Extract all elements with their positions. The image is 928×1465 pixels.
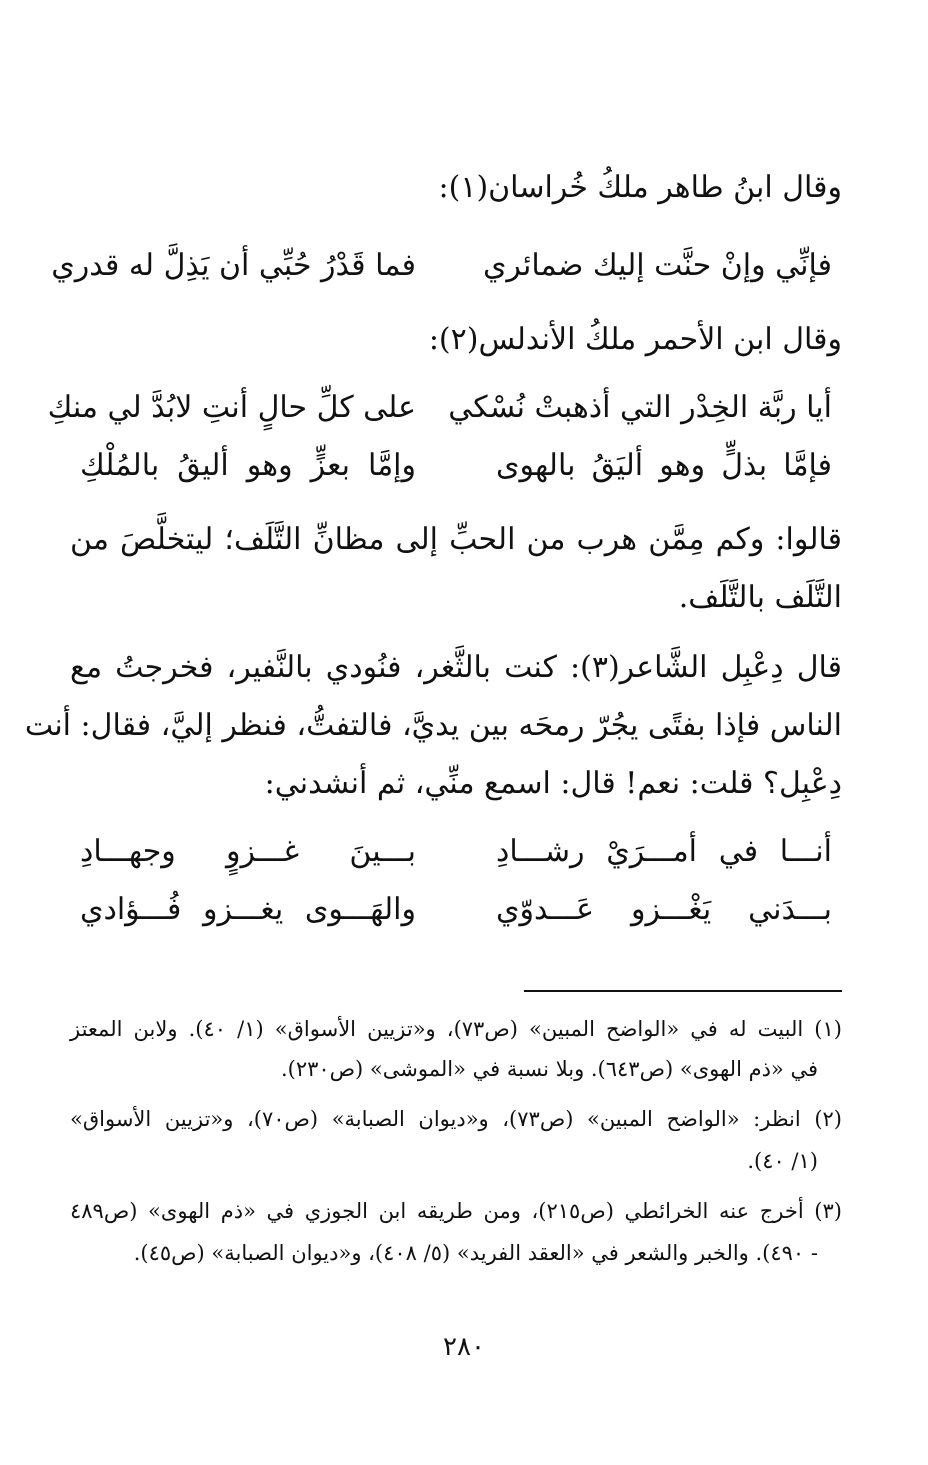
footnote-1-line-1: (١) البيت له في «الواضح المبين» (ص٧٣)، و«تزيين الأسواق» (١/ ٤٠). ولابن المعتز: [70, 1017, 842, 1041]
footnote-2-line-1: (٢) انظر: «الواضح المبين» (ص٧٣)، و«ديوان الصبابة» (ص٧٠)، و«تزيين الأسواق»: [70, 1107, 842, 1131]
footnote-3-line-1: (٣) أخرج عنه الخرائطي (ص٢١٥)، ومن طريقه ابن الجوزي في «ذم الهوى» (ص٤٨٩: [70, 1199, 842, 1223]
verse-5-second-hemistich: والهَـــوى يغـــزو فُـــؤادي: [80, 892, 416, 927]
verse-3-second-hemistich: وإمَّا بعزٍّ وهو أليقُ بالمُلْكِ: [80, 448, 416, 483]
footnote-3-line-2: - ٤٩٠). والخبر والشعر في «العقد الفريد» (٥/ ٤٠٨)، و«ديوان الصبابة» (ص٤٥).: [133, 1241, 818, 1265]
verse-4-first-hemistich: أنـــا في أمـــرَيْ رشـــادِ: [496, 834, 832, 869]
paragraph-1-line-2: التَّلَف بالتَّلَف.: [678, 580, 842, 615]
verse-1-first-hemistich: فإنِّي وإنْ حنَّت إليك ضمائري: [482, 248, 832, 283]
verse-1-second-hemistich: فما قَدْرُ حُبِّي أن يَذِلَّ له قدري: [51, 248, 416, 283]
paragraph-2-line-3: دِعْبِل؟ قلت: نعم! قال: اسمع منِّي، ثم أنشدني:: [264, 766, 842, 801]
paragraph-2-line-1: قال دِعْبِل الشَّاعر(٣): كنت بالثَّغر، فنُودي بالنَّفير، فخرجتُ مع: [70, 650, 842, 685]
page-number: ٢٨٠: [443, 1332, 485, 1362]
verse-2-first-hemistich: أيا ربَّة الخِدْر التي أذهبتْ نُسْكي: [448, 390, 832, 425]
paragraph-1-line-1: قالوا: وكم مِمَّن هرب من الحبِّ إلى مظانِّ التَّلَف؛ ليتخلَّصَ من: [70, 522, 842, 557]
footnote-1-line-2: في «ذم الهوى» (ص٦٤٣). وبلا نسبة في «الموشى» (ص٢٣٠).: [280, 1057, 818, 1081]
paragraph-2-line-2: الناس فإذا بفتًى يجُرّ رمحَه بين يديَّ، فالتفتُّ، فنظر إليَّ، فقال: أنت: [24, 708, 842, 743]
footnote-separator: [524, 990, 842, 992]
verse-2-second-hemistich: على كلِّ حالٍ أنتِ لابُدَّ لي منكِ: [47, 390, 416, 425]
verse-3-first-hemistich: فإمَّا بذلٍّ وهو أليَقُ بالهوى: [496, 448, 832, 483]
verse-4-second-hemistich: بـــينَ غـــزوٍ وجهـــادِ: [80, 834, 416, 869]
intro-ibn-tahir: وقال ابنُ طاهر ملكُ خُراسان(١):: [438, 170, 842, 205]
verse-5-first-hemistich: بـــدَني يَغْـــزو عَـــدوّي: [496, 892, 832, 927]
footnote-2-line-2: (١/ ٤٠).: [747, 1149, 818, 1173]
intro-ibn-al-ahmar: وقال ابن الأحمر ملكُ الأندلس(٢):: [428, 322, 842, 357]
